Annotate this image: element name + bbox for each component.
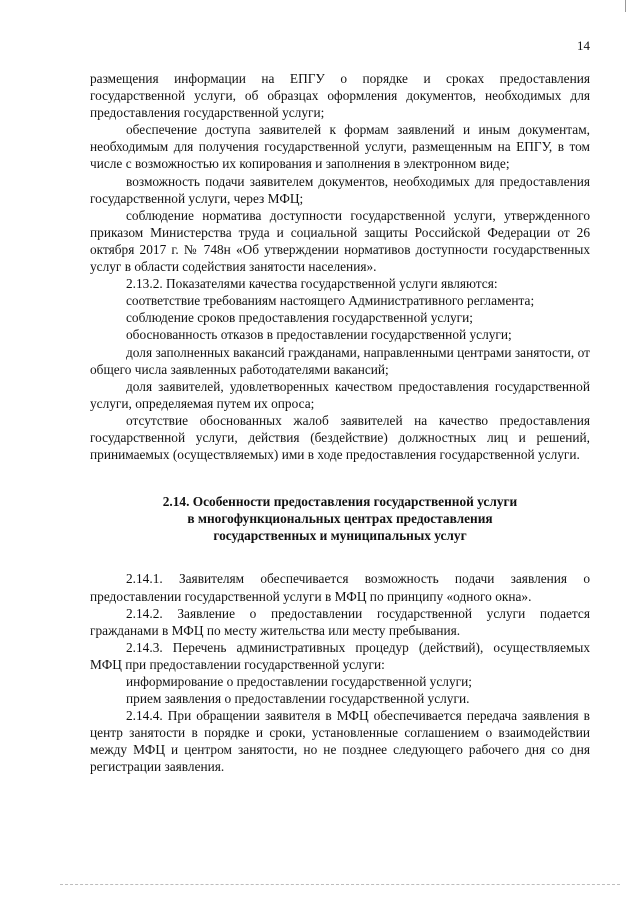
page-number: 14 xyxy=(577,38,590,53)
paragraph: прием заявления о предоставлении государственной услуги. xyxy=(126,691,470,707)
paragraph: 2.14.2. Заявление о предоставлении государственной услуги подается гражданами в МФЦ по месту жительства или месту пребывания. xyxy=(90,605,590,638)
paragraph: 2.14.1. Заявителям обеспечивается возможность подачи заявления о предоставлении государственной услуги в МФЦ по принципу «одного окна». xyxy=(90,571,590,604)
paragraph: доля заявителей, удовлетворенных качеством предоставления государственной услуги, определяемая путем их опроса; xyxy=(90,378,590,411)
paragraph: отсутствие обоснованных жалоб заявителей на качество предоставления государственной услуги, действия (бездействие) должностных лиц и решений, принимаемых (осуществляемых) ими в ходе предоставления государственной услуги. xyxy=(90,412,590,463)
paragraphs-top xyxy=(90,70,590,463)
paragraphs-bottom xyxy=(90,570,590,775)
paragraph: информирование о предоставлении государственной услуги; xyxy=(126,674,472,689)
paragraph: обеспечение доступа заявителей к формам заявлений и иным документам, необходимым для получения государственной услуги, размещенным на ЕПГУ, в том числе с возможностью их копирования и заполнения в электронном виде; xyxy=(90,122,590,172)
paragraph: 2.13.2. Показателями качества государственной услуги являются: xyxy=(126,276,498,292)
paragraph: возможность подачи заявителем документов, необходимых для предоставления государственной услуги, через МФЦ; xyxy=(90,173,590,206)
section-heading xyxy=(90,493,590,544)
section-heading-line: в многофункциональных центрах предоставления xyxy=(187,511,493,527)
paragraph: 2.14.3. Перечень административных процедур (действий), осуществляемых МФЦ при предоставлении государственной услуги: xyxy=(90,639,590,672)
section-heading-line: 2.14. Особенности предоставления государственной услуги xyxy=(162,494,518,510)
paragraph: 2.14.4. При обращении заявителя в МФЦ обеспечивается передача заявления в центр занятости в порядке и сроки, установленные соглашением о взаимодействии между МФЦ и центром занятости, но не позднее следующего рабочего дня со дня регистрации заявления. xyxy=(90,708,590,775)
document-body xyxy=(90,70,590,776)
paragraph: доля заполненных вакансий гражданами, направленными центрами занятости, от общего числа заявленных работодателями вакансий; xyxy=(90,344,590,377)
paragraph: соблюдение сроков предоставления государственной услуги; xyxy=(126,310,473,326)
paragraph: соблюдение норматива доступности государственной услуги, утвержденного приказом Министерства труда и социальной защиты Российской Федерации от 26 октября 2017 г. № 748н «Об утверждении нормативов доступности государственных услуг в области содействия занятости населения». xyxy=(90,207,590,275)
paragraph: размещения информации на ЕПГУ о порядке и сроках предоставления государственной услуги, об образцах оформления документов, необходимых для предоставления государственной услуги; xyxy=(90,71,590,121)
paragraph: соответствие требованиям настоящего Административного регламента; xyxy=(126,293,535,309)
footer-rule xyxy=(60,884,620,885)
scan-mark xyxy=(625,0,626,12)
section-heading-line: государственных и муниципальных услуг xyxy=(213,528,467,544)
paragraph: обоснованность отказов в предоставлении государственной услуги; xyxy=(126,327,512,343)
